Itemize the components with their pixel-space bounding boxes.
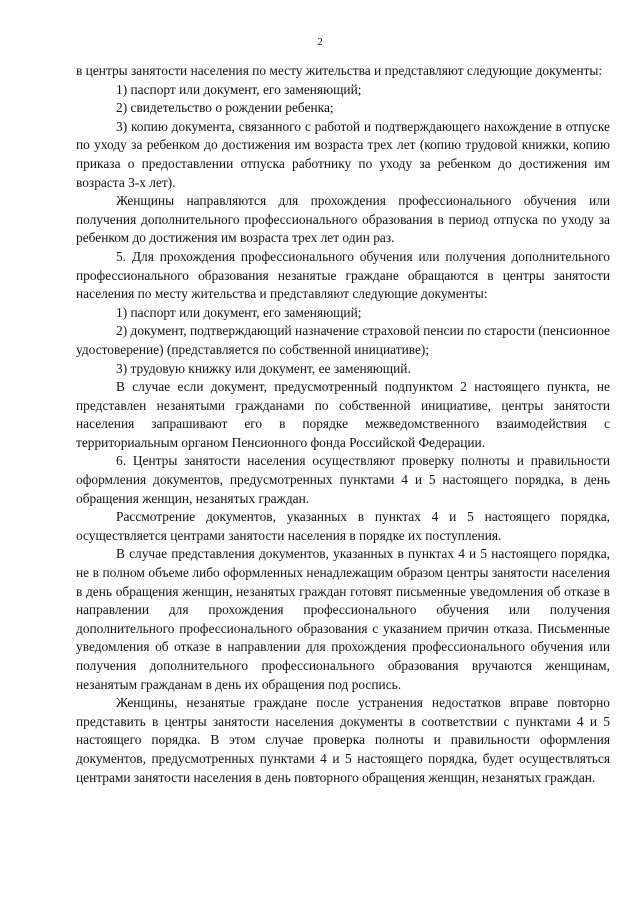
- list-item: 2) документ, подтверждающий назначение страховой пенсии по старости (пенсионное удостоверение) (представляется по собственной инициативе);: [76, 323, 610, 357]
- list-item: 1) паспорт или документ, его заменяющий;: [116, 304, 362, 320]
- list-item: 1) паспорт или документ, его заменяющий;: [116, 81, 362, 97]
- paragraph: 6. Центры занятости населения осуществляют проверку полноты и правильности оформления документов, предусмотренных пунктами 4 и 5 настоящего порядка, в день обращения женщин, незанятых граждан.: [76, 453, 610, 506]
- list-item: 3) трудовую книжку или документ, ее заменяющий.: [116, 360, 411, 376]
- paragraph: В случае представления документов, указанных в пунктах 4 и 5 настоящего порядка, не в полном объеме либо оформленных ненадлежащим образом центры занятости населения в день обращения женщин, незанятых граждан готовят письменные уведомления об отказе в направлении для прохождения профессионального обучения или получения дополнительного профессионального образования с указанием причин отказа. Письменные уведомления об отказе в направлении для прохождения профессионального обучения или получения дополнительного профессионального образования вручаются женщинам, незанятым гражданам в день их обращения под роспись.: [76, 546, 610, 692]
- page-number: 2: [317, 36, 323, 48]
- paragraph: Женщины направляются для прохождения профессионального обучения или получения дополнительного профессионального образования в период отпуска по уходу за ребенком до достижения им возраста трех лет один раз.: [76, 193, 610, 246]
- paragraph: В случае если документ, предусмотренный подпунктом 2 настоящего пункта, не представлен незанятыми гражданами по собственной инициативе, центры занятости населения запрашивают его в порядке межведомственного взаимодействия с территориальным органом Пенсионного фонда Российской Федерации.: [76, 379, 610, 450]
- paragraph: в центры занятости населения по месту жительства и представляют следующие документы:: [76, 63, 603, 78]
- list-item: 3) копию документа, связанного с работой и подтверждающего нахождение в отпуске по уходу за ребенком до достижения им возраста трех лет (копию трудовой книжки, копию приказа о предоставлении отпуска работнику по уходу за ребенком до достижения им возраста 3-х лет).: [76, 118, 610, 190]
- list-item: 2) свидетельство о рождении ребенка;: [116, 100, 334, 116]
- paragraph: Рассмотрение документов, указанных в пунктах 4 и 5 настоящего порядка, осуществляется центрами занятости населения в порядке их поступления.: [76, 509, 610, 543]
- paragraph: Женщины, незанятые граждане после устранения недостатков вправе повторно представить в центры занятости населения документы в соответствии с пунктами 4 и 5 настоящего порядка. В этом случае проверка полноты и правильности оформления документов, предусмотренных пунктами 4 и 5 настоящего порядка, будет осуществляться центрами занятости населения в день повторного обращения женщин, незанятых граждан.: [76, 695, 610, 785]
- paragraph: 5. Для прохождения профессионального обучения или получения дополнительного профессионального образования незанятые граждане обращаются в центры занятости населения по месту жительства и представляют следующие документы:: [76, 248, 610, 302]
- document-body: [76, 62, 610, 787]
